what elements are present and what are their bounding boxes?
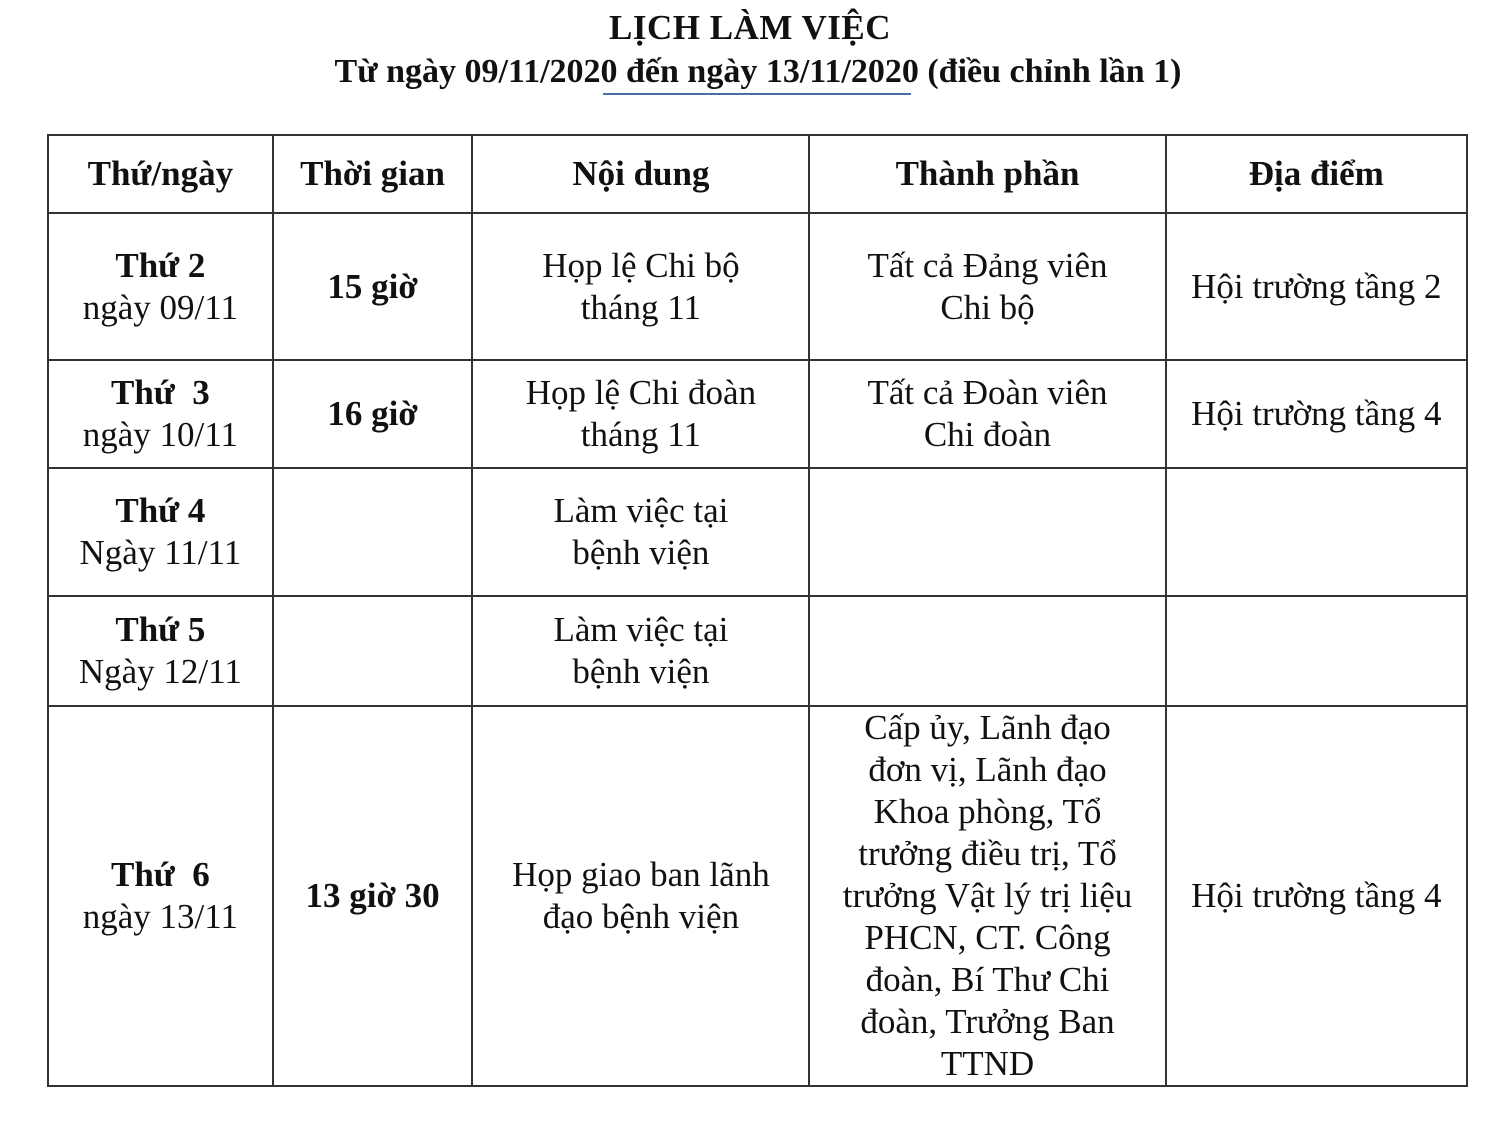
content-cell: Làm việc tại bệnh viện — [472, 468, 809, 596]
location-cell — [1166, 468, 1467, 596]
date-label: ngày 13/11 — [82, 897, 238, 936]
day-cell — [48, 596, 273, 706]
time-cell — [273, 360, 473, 468]
header-location: Địa điểm — [1166, 135, 1467, 213]
time-cell — [273, 468, 473, 596]
time-label: 16 giờ — [327, 394, 418, 433]
day-cell — [48, 213, 273, 360]
table-row — [48, 596, 1467, 706]
location-cell: Hội trường tầng 4 — [1166, 360, 1467, 468]
participants-cell: Tất cả Đoàn viên Chi đoàn — [809, 360, 1165, 468]
time-label: 13 giờ 30 — [305, 876, 440, 915]
day-cell — [48, 706, 273, 1086]
day-cell — [48, 468, 273, 596]
date-label: ngày 10/11 — [82, 415, 238, 454]
location-cell: Hội trường tầng 2 — [1166, 213, 1467, 360]
content-cell: Họp lệ Chi đoàn tháng 11 — [472, 360, 809, 468]
time-cell — [273, 213, 473, 360]
day-cell — [48, 360, 273, 468]
date-label: ngày 09/11 — [82, 287, 238, 327]
content-cell: Họp lệ Chi bộ tháng 11 — [472, 213, 809, 360]
table-row — [48, 213, 1467, 360]
content-cell: Làm việc tại bệnh viện — [472, 596, 809, 706]
header-participants: Thành phần — [809, 135, 1165, 213]
subtitle-underline — [603, 93, 911, 95]
day-label: Thứ 3 — [110, 373, 210, 412]
time-cell — [273, 706, 473, 1086]
day-label: Thứ 4 — [115, 491, 206, 530]
location-cell — [1166, 596, 1467, 706]
header-time: Thời gian — [273, 135, 473, 213]
document-title: LỊCH LÀM VIỆC — [608, 8, 891, 47]
schedule-table — [47, 134, 1468, 1087]
participants-cell — [809, 468, 1165, 596]
header-day: Thứ/ngày — [48, 135, 273, 213]
header-content: Nội dung — [472, 135, 809, 213]
location-cell: Hội trường tầng 4 — [1166, 706, 1467, 1086]
participants-cell — [809, 596, 1165, 706]
table-row — [48, 360, 1467, 468]
content-cell: Họp giao ban lãnh đạo bệnh viện — [472, 706, 809, 1086]
time-cell — [273, 596, 473, 706]
day-label: Thứ 6 — [110, 855, 210, 894]
time-label: 15 giờ — [327, 266, 418, 306]
date-label: Ngày 11/11 — [79, 533, 242, 572]
table-row — [48, 468, 1467, 596]
table-row — [48, 706, 1467, 1086]
date-label: Ngày 12/11 — [78, 652, 242, 691]
participants-cell: Cấp ủy, Lãnh đạo đơn vị, Lãnh đạo Khoa phòng, Tổ trưởng điều trị, Tổ trưởng Vật lý trị liệu PHCN, CT. Công đoàn, Bí Thư Chi đoàn, Trưởng Ban TTND — [809, 706, 1165, 1086]
document-subtitle: Từ ngày 09/11/2020 đến ngày 13/11/2020 (điều chỉnh lần 1) — [334, 53, 1182, 90]
day-label: Thứ 5 — [115, 610, 206, 649]
participants-cell: Tất cả Đảng viên Chi bộ — [809, 213, 1165, 360]
table-header-row — [48, 135, 1467, 213]
day-label: Thứ 2 — [115, 245, 206, 285]
